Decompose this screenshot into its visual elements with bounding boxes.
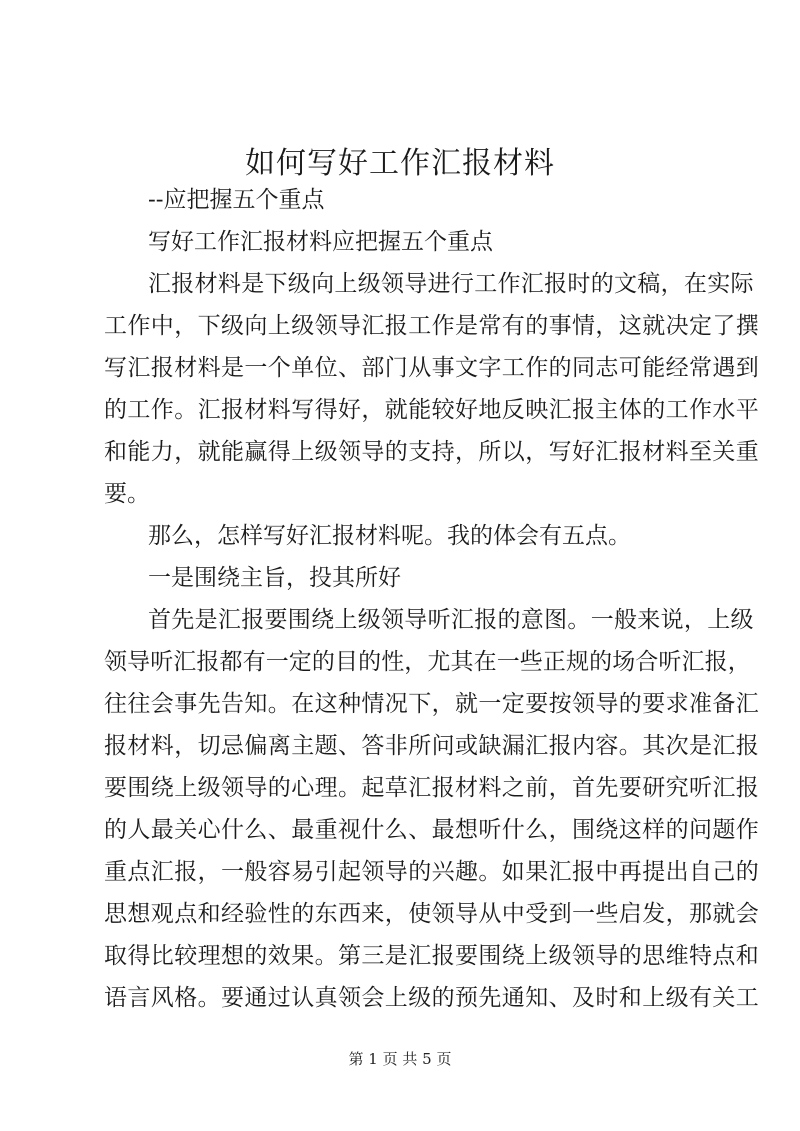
section-heading: 一是围绕主旨，投其所好 bbox=[148, 565, 401, 591]
subtitle-line: --应把握五个重点 bbox=[148, 187, 325, 213]
paragraph-line: 的人最关心什么、最重视什么、最想听什么，围绕这样的问题作 bbox=[104, 817, 760, 843]
document-title: 如何写好工作汇报材料 bbox=[245, 146, 555, 181]
paragraph-line: 重点汇报，一般容易引起领导的兴趣。如果汇报中再提出自己的 bbox=[104, 859, 760, 885]
paragraph-line: 思想观点和经验性的东西来，使领导从中受到一些启发，那就会 bbox=[104, 901, 760, 927]
paragraph-line: 和能力，就能赢得上级领导的支持，所以，写好汇报材料至关重 bbox=[104, 439, 760, 465]
page-number-footer: 第 1 页 共 5 页 bbox=[348, 1050, 452, 1068]
paragraph-line: 汇报材料是下级向上级领导进行工作汇报时的文稿，在实际 bbox=[148, 271, 754, 297]
heading-line: 写好工作汇报材料应把握五个重点 bbox=[148, 229, 493, 255]
paragraph-line: 那么，怎样写好汇报材料呢。我的体会有五点。 bbox=[148, 523, 631, 549]
paragraph-line: 领导听汇报都有一定的目的性，尤其在一些正规的场合听汇报， bbox=[104, 649, 751, 675]
paragraph-line: 报材料，切忌偏离主题、答非所问或缺漏汇报内容。其次是汇报 bbox=[104, 733, 760, 759]
paragraph-line: 首先是汇报要围绕上级领导听汇报的意图。一般来说，上级 bbox=[148, 607, 754, 633]
paragraph-line: 的工作。汇报材料写得好，就能较好地反映汇报主体的工作水平 bbox=[104, 397, 760, 423]
paragraph-line: 写汇报材料是一个单位、部门从事文字工作的同志可能经常遇到 bbox=[104, 355, 760, 381]
paragraph-line: 取得比较理想的效果。第三是汇报要围绕上级领导的思维特点和 bbox=[104, 943, 760, 969]
paragraph-line: 语言风格。要通过认真领会上级的预先通知、及时和上级有关工 bbox=[104, 985, 760, 1011]
paragraph-line: 往往会事先告知。在这种情况下，就一定要按领导的要求准备汇 bbox=[104, 691, 760, 717]
paragraph-line: 工作中，下级向上级领导汇报工作是常有的事情，这就决定了撰 bbox=[104, 313, 760, 339]
paragraph-line: 要围绕上级领导的心理。起草汇报材料之前，首先要研究听汇报 bbox=[104, 775, 760, 801]
paragraph-line: 要。 bbox=[104, 481, 150, 507]
